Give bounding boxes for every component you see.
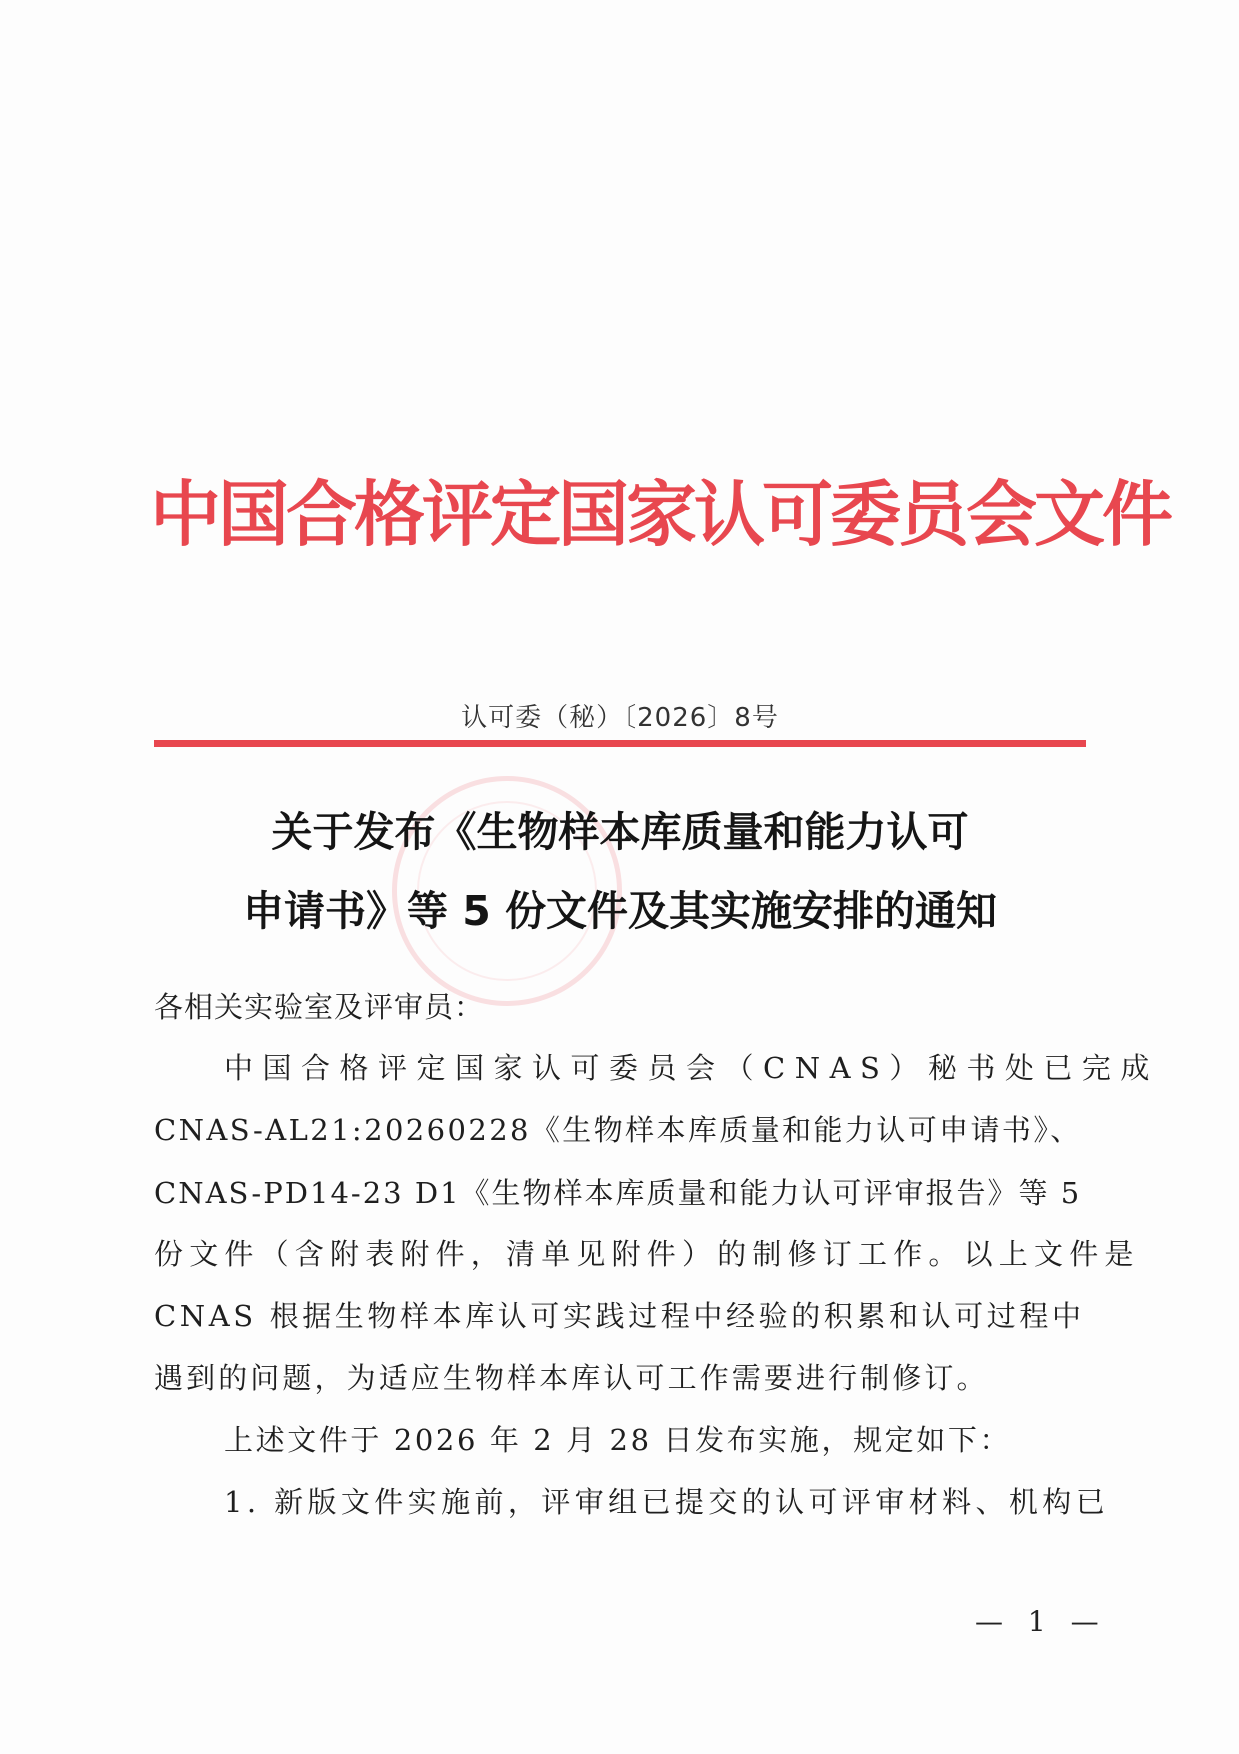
page-number: — 1 — bbox=[975, 1605, 1107, 1638]
document-title bbox=[150, 793, 1090, 951]
document-header: 中国合格评定国家认可委员会文件 bbox=[150, 473, 1171, 556]
salutation: 各相关实验室及评审员： bbox=[154, 990, 485, 1024]
paragraph-3: 1. 新版文件实施前，评审组已提交的认可评审材料、机构已 bbox=[224, 1485, 1110, 1519]
paragraph-1-line-1: 中国合格评定国家认可委员会（CNAS）秘书处已完成 bbox=[224, 1051, 1159, 1085]
document-number: 认可委（秘）〔2026〕8号 bbox=[461, 703, 779, 733]
paragraph-1-line-4: 份文件（含附表附件，清单见附件）的制修订工作。以上文件是 bbox=[154, 1237, 1140, 1271]
title-line-2: 申请书》等 5 份文件及其实施安排的通知 bbox=[242, 887, 998, 935]
header-divider bbox=[154, 740, 1086, 747]
paragraph-1-line-5: CNAS 根据生物样本库认可实践过程中经验的积累和认可过程中 bbox=[154, 1299, 1085, 1333]
paragraph-1-line-6: 遇到的问题，为适应生物样本库认可工作需要进行制修订。 bbox=[154, 1361, 989, 1395]
title-line-1: 关于发布《生物样本库质量和能力认可 bbox=[271, 808, 969, 856]
paragraph-1-line-2: CNAS-AL21:20260228《生物样本库质量和能力认可申请书》、 bbox=[154, 1113, 1082, 1147]
paragraph-2: 上述文件于 2026 年 2 月 28 日发布实施，规定如下： bbox=[224, 1423, 1012, 1457]
paragraph-1-line-3: CNAS-PD14-23 D1《生物样本库质量和能力认可评审报告》等 5 bbox=[154, 1176, 1082, 1210]
